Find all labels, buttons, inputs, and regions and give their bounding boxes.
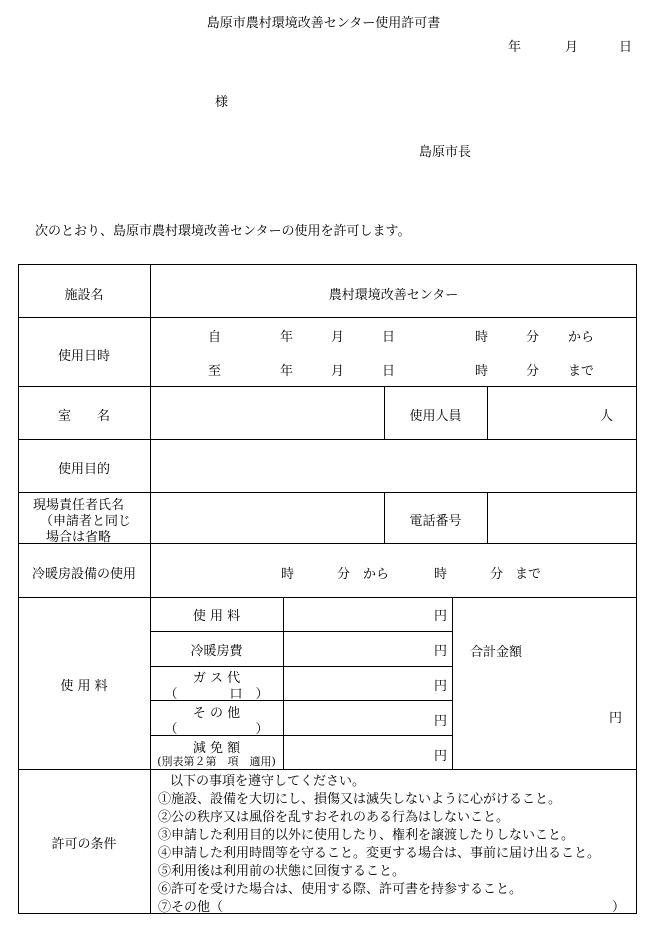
fee-item-name: ガ ス 代 (192, 671, 241, 686)
purpose-label: 使用目的 (57, 462, 110, 477)
datetime-label: 使用日時 (57, 349, 110, 364)
facility-label: 施設名 (64, 288, 104, 303)
datetime-to-prefix: 至 (208, 364, 222, 379)
ac-minute: 分 (337, 567, 351, 582)
manager-label: 現場責任者氏名 (33, 498, 125, 513)
condition-line: ②公の秩序又は風俗を乱すおそれのある行為はしないこと。 (158, 810, 510, 825)
datetime-from-year: 年 (280, 330, 294, 345)
fee-item-name: 減 免 額 (192, 741, 241, 756)
issuer: 島原市長 (419, 145, 472, 160)
fee-item-name: 使 用 料 (192, 609, 241, 624)
people-label: 使用人員 (409, 409, 462, 424)
manager-label-note: （申請者と同じ (40, 514, 132, 529)
row-divider (18, 597, 637, 598)
datetime-to-hour: 時 (475, 364, 489, 379)
condition-line: ③申請した利用目的以外に使用したり、権利を譲渡したりしないこと。 (158, 828, 575, 843)
fee-item-sub: （ 口 ） (164, 687, 269, 702)
fee-item-name: 冷暖房費 (190, 644, 243, 659)
datetime-from-suffix: から (568, 330, 595, 345)
condition-line: ⑦その他（ (158, 900, 224, 915)
fee-label: 使 用 料 (60, 679, 108, 694)
date-year: 年 (508, 40, 522, 55)
ac-hour-end: 時 (434, 567, 448, 582)
datetime-to-day: 日 (382, 364, 396, 379)
fee-item-unit: 円 (434, 714, 448, 729)
datetime-from-minute: 分 (526, 330, 540, 345)
datetime-to-month: 月 (331, 364, 345, 379)
total-label: 合計金額 (470, 645, 523, 660)
datetime-to-minute: 分 (526, 364, 540, 379)
datetime-to-year: 年 (280, 364, 294, 379)
datetime-to-suffix: まで (568, 364, 595, 379)
label-column-divider (150, 264, 151, 914)
datetime-from-day: 日 (382, 330, 396, 345)
fee-row-divider (150, 631, 452, 632)
fee-item-sub: （ ） (164, 722, 269, 737)
condition-line: ⑥許可を受けた場合は、使用する際、許可書を持参すること。 (158, 882, 523, 897)
manager-label-note: 場合は省略 (46, 530, 112, 545)
row-divider (18, 439, 637, 440)
condition-line: 以下の事項を遵守してください。 (170, 774, 366, 789)
fee-item-unit: 円 (434, 644, 448, 659)
phone-label: 電話番号 (409, 514, 462, 529)
row-divider (18, 386, 637, 387)
addressee-suffix: 様 (215, 95, 229, 110)
row-divider (18, 492, 637, 493)
condition-line: ⑤利用後は利用前の状態に回復すること。 (158, 864, 406, 879)
fee-item-unit: 円 (434, 609, 448, 624)
condition-line: ①施設、設備を大切にし、損傷又は滅失しないように心がけること。 (158, 792, 562, 807)
phone-divider (487, 492, 488, 543)
fee-total-divider (452, 597, 453, 769)
condition-line: ④申請した利用時間等を守ること。変更する場合は、事前に届け出ること。 (158, 846, 601, 861)
fee-item-name: そ の 他 (192, 706, 241, 721)
row-divider (18, 317, 637, 318)
room-divider (487, 386, 488, 439)
intro-text: 次のとおり、島原市農村環境改善センターの使用を許可します。 (35, 224, 411, 239)
fee-item-unit: 円 (434, 749, 448, 764)
condition-close-paren: ） (612, 900, 626, 915)
ac-to: まで (515, 567, 542, 582)
conditions-label: 許可の条件 (51, 837, 117, 852)
ac-minute-end: 分 (490, 567, 504, 582)
ac-label: 冷暖房設備の使用 (31, 567, 136, 582)
people-unit: 人 (600, 409, 614, 424)
room-label: 室 名 (57, 409, 110, 424)
ac-from: から (363, 567, 390, 582)
facility-value: 農村環境改善センター (328, 288, 459, 303)
document-title: 島原市農村環境改善センター使用許可書 (206, 16, 441, 31)
datetime-from-hour: 時 (475, 330, 489, 345)
fee-item-sub: (別表第２第 項 適用) (157, 755, 276, 768)
total-unit: 円 (609, 711, 623, 726)
fee-item-unit: 円 (434, 679, 448, 694)
ac-hour: 時 (281, 567, 295, 582)
datetime-from-month: 月 (331, 330, 345, 345)
fee-name-divider (283, 597, 284, 769)
date-month: 月 (565, 40, 579, 55)
datetime-from-prefix: 自 (208, 330, 222, 345)
date-day: 日 (619, 40, 633, 55)
